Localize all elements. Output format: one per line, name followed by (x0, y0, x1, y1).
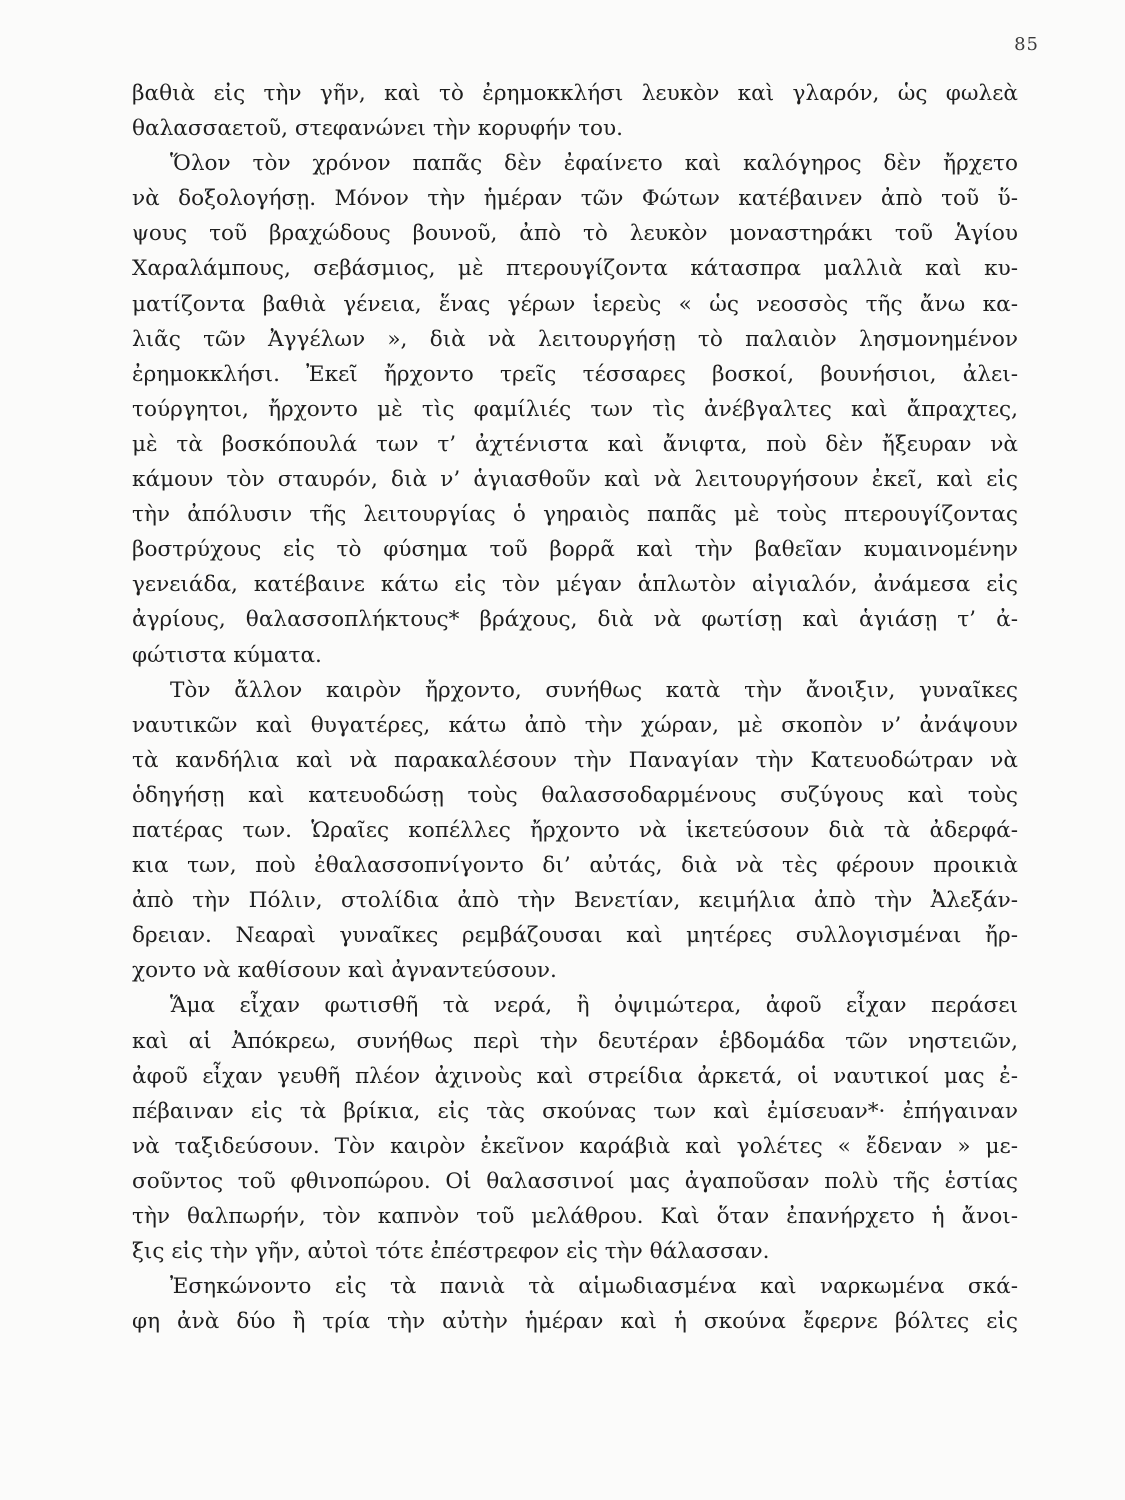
text-line: ματίζοντα βαθιὰ γένεια, ἕνας γέρων ἱερεὺς « ὡς νεοσσὸς τῆς ἄνω κα- (132, 291, 1018, 317)
text-line: Ἅμα εἶχαν φωτισθῆ τὰ νερά, ἢ ὀψιμώτερα, ἀφοῦ εἶχαν περάσει (170, 993, 1018, 1019)
text-line: φώτιστα κύματα. (132, 642, 322, 668)
text-line: Τὸν ἄλλον καιρὸν ἤρχοντο, συνήθως κατὰ τὴν ἄνοιξιν, γυναῖκες (170, 677, 1018, 703)
text-line: τὴν ἀπόλυσιν τῆς λειτουργίας ὁ γηραιὸς παπᾶς μὲ τοὺς πτερουγίζοντας (132, 502, 1018, 528)
text-line: Ἐσηκώνοντο εἰς τὰ πανιὰ τὰ αἱμωδιασμένα καὶ ναρκωμένα σκά- (170, 1274, 1018, 1300)
text-line: πέβαιναν εἰς τὰ βρίκια, εἰς τὰς σκούνας των καὶ ἐμίσευαν*· ἐπήγαιναν (132, 1098, 1018, 1124)
text-line: μὲ τὰ βοσκόπουλά των τ’ ἀχτένιστα καὶ ἄνιφτα, ποὺ δὲν ἤξευραν νὰ (132, 431, 1018, 457)
page-number: 85 (1014, 34, 1039, 55)
text-line: νὰ ταξιδεύσουν. Τὸν καιρὸν ἐκεῖνον καράβιὰ καὶ γολέτες « ἔδεναν » με- (132, 1133, 1018, 1159)
text-line: λιᾶς τῶν Ἀγγέλων », διὰ νὰ λειτουργήσῃ τὸ παλαιὸν λησμονημένον (132, 326, 1018, 352)
text-line: ναυτικῶν καὶ θυγατέρες, κάτω ἀπὸ τὴν χώραν, μὲ σκοπὸν ν’ ἀνάψουν (132, 712, 1018, 738)
text-line: κια των, ποὺ ἐθαλασσοπνίγοντο δι’ αὐτάς, διὰ νὰ τὲς φέρουν προικιὰ (132, 853, 1018, 879)
text-line: κάμουν τὸν σταυρόν, διὰ ν’ ἁγιασθοῦν καὶ νὰ λειτουργήσουν ἐκεῖ, καὶ εἰς (132, 467, 1018, 493)
text-line: ἀγρίους, θαλασσοπλήκτους* βράχους, διὰ νὰ φωτίσῃ καὶ ἁγιάσῃ τ’ ἀ- (132, 607, 1018, 633)
text-line: ὁδηγήσῃ καὶ κατευοδώσῃ τοὺς θαλασσοδαρμένους συζύγους καὶ τοὺς (132, 782, 1018, 808)
text-line: δρειαν. Νεαραὶ γυναῖκες ρεμβάζουσαι καὶ μητέρες συλλογισμέναι ἤρ- (132, 923, 1018, 949)
text-line: πατέρας των. Ὡραῖες κοπέλλες ἤρχοντο νὰ ἱκετεύσουν διὰ τὰ ἀδερφά- (132, 817, 1018, 843)
text-line: καὶ αἱ Ἀπόκρεω, συνήθως περὶ τὴν δευτέραν ἑβδομάδα τῶν νηστειῶν, (132, 1028, 1018, 1054)
text-line: τὴν θαλπωρήν, τὸν καπνὸν τοῦ μελάθρου. Καὶ ὅταν ἐπανήρχετο ἡ ἄνοι- (132, 1204, 1018, 1229)
text-line: βαθιὰ εἰς τὴν γῆν, καὶ τὸ ἐρημοκκλήσι λευκὸν καὶ γλαρόν, ὡς φωλεὰ (132, 81, 1018, 106)
text-line: ψους τοῦ βραχώδους βουνοῦ, ἀπὸ τὸ λευκὸν μοναστηράκι τοῦ Ἁγίου (132, 221, 1018, 247)
text-line: Ὅλον τὸν χρόνον παπᾶς δὲν ἐφαίνετο καὶ καλόγηρος δὲν ἤρχετο (170, 151, 1018, 177)
text-line: χοντο νὰ καθίσουν καὶ ἀγναντεύσουν. (132, 958, 557, 984)
text-line: νὰ δοξολογήσῃ. Μόνον τὴν ἡμέραν τῶν Φώτων κατέβαινεν ἀπὸ τοῦ ὕ- (132, 186, 1018, 212)
text-line: τὰ κανδήλια καὶ νὰ παρακαλέσουν τὴν Παναγίαν τὴν Κατευοδώτραν νὰ (132, 747, 1018, 773)
text-line: φη ἀνὰ δύο ἢ τρία τὴν αὐτὴν ἡμέραν καὶ ἡ σκούνα ἔφερνε βόλτες εἰς (132, 1309, 1018, 1335)
text-line: ἀφοῦ εἶχαν γευθῆ πλέον ἀχινοὺς καὶ στρείδια ἀρκετά, οἱ ναυτικοί μας ἐ- (132, 1063, 1018, 1089)
text-line: βοστρύχους εἰς τὸ φύσημα τοῦ βορρᾶ καὶ τὴν βαθεῖαν κυμαινομένην (132, 537, 1018, 563)
text-line: ἐρημοκκλήσι. Ἐκεῖ ἤρχοντο τρεῖς τέσσαρες βοσκοί, βουνήσιοι, ἀλει- (132, 361, 1018, 387)
text-line: τούργητοι, ἤρχοντο μὲ τὶς φαμίλιές των τὶς ἀνέβγαλτες καὶ ἄπραχτες, (132, 396, 1018, 422)
text-line: γενειάδα, κατέβαινε κάτω εἰς τὸν μέγαν ἁπλωτὸν αἰγιαλόν, ἀνάμεσα εἰς (132, 572, 1018, 598)
text-line: σοῦντος τοῦ φθινοπώρου. Οἱ θαλασσινοί μας ἀγαποῦσαν πολὺ τῆς ἑστίας (132, 1168, 1018, 1194)
text-line: Χαραλάμπους, σεβάσμιος, μὲ πτερουγίζοντα κάτασπρα μαλλιὰ καὶ κυ- (132, 256, 1018, 282)
body-text (132, 76, 1018, 1339)
text-line: ξις εἰς τὴν γῆν, αὐτοὶ τότε ἐπέστρεφον εἰς τὴν θάλασσαν. (132, 1239, 770, 1265)
text-line: θαλασσαετοῦ, στεφανώνει τὴν κορυφήν του. (132, 116, 624, 142)
text-line: ἀπὸ τὴν Πόλιν, στολίδια ἀπὸ τὴν Βενετίαν, κειμήλια ἀπὸ τὴν Ἀλεξάν- (132, 888, 1018, 914)
